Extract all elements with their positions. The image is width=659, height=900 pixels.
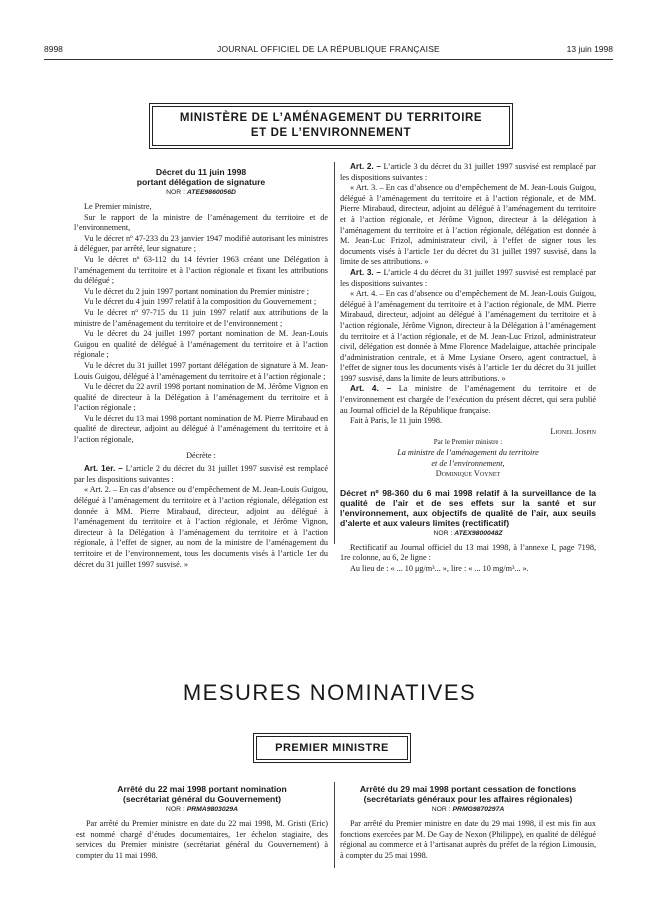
- paragraph: Vu le décret nº 97-715 du 11 juin 1997 relatif aux attributions de la ministre de l’aménagement du territoire et de l’environnement ;: [74, 307, 328, 328]
- article-text: L’article 2 du décret du 31 juillet 1997 susvisé est remplacé par les dispositions suivantes :: [74, 464, 329, 484]
- decret1-title-line2: portant délégation de signature: [136, 177, 266, 187]
- fait-a-paris: Fait à Paris, le 11 juin 1998.: [350, 416, 443, 426]
- premier-ministre-box: PREMIER MINISTRE: [256, 736, 408, 760]
- arrete1-title-line2: (secrétariat général du Gouvernement): [122, 794, 282, 804]
- paragraph: Vu le décret du 22 avril 1998 portant nomination de M. Jérôme Vignon en qualité de directeur à la Délégation à l’aménagement du territoire et à l’action régionale ;: [74, 382, 328, 413]
- paragraph: Vu le décret du 4 juin 1997 relatif à la composition du Gouvernement ;: [84, 297, 317, 307]
- decret1-title-line1: Décret du 11 juin 1998: [155, 167, 247, 177]
- left-column: [74, 167, 328, 570]
- right-column: [340, 162, 596, 575]
- article-label: Art. 2. –: [350, 162, 381, 171]
- par-le-premier-ministre: Par le Premier ministre :: [433, 438, 503, 447]
- decret1-nor: [74, 187, 328, 198]
- paragraph: Vu le décret nº 47-233 du 23 janvier 1947 modifié autorisant les ministres à déléguer, par arrêté, leur signature ;: [74, 233, 328, 254]
- arrete1-nor: [76, 804, 328, 815]
- arrete2-column: [340, 784, 596, 861]
- paragraph: Par arrêté du Premier ministre en date du 22 mai 1998, M. Gristi (Eric) est nommé chargé d’études documentaires, 1er échelon stagiaire, des services du Premier ministre (secrétariat général du Gouvernement) à compter du 11 mai 1998.: [76, 819, 328, 860]
- arrete2-nor: [340, 804, 596, 815]
- nor-code: ATEX9800048Z: [454, 529, 503, 537]
- section-title: MESURES NOMINATIVES: [182, 680, 477, 705]
- article-2-quote: « Art. 3. – En cas d’absence ou d’empêchement de M. Jean-Louis Guigou, délégué à l’aménagement du territoire et à l’action régionale, et de MM. Pierre Mirabaud, directeur, adjoint au délégué à l’aménagement du territoire et à l’action régionale, et Jérôme Vignon, directeur à la délégation à l’aménagement du territoire et à l’action régionale, délégation est donnée à M. Jean-Luc Frizol, administrateur civil, à l’effet de signer tous les documents visés à l’article 1er du décret du 31 juillet 1997 susvisé, dans la limite de ses attributions. »: [340, 183, 596, 267]
- decret2-title: Décret nº 98-360 du 6 mai 1998 relatif à la surveillance de la qualité de l’air et de ses effets sur la santé et sur l’environnement, aux objectifs de qualité de l’air, aux seuils d’alerte et aux valeurs limites (rectificatif): [340, 487, 596, 528]
- arrete1-column: [76, 784, 328, 861]
- arrete1-title-line1: Arrêté du 22 mai 1998 portant nomination: [117, 784, 287, 794]
- nor-label: NOR :: [433, 529, 453, 537]
- paragraph: Vu le décret du 2 juin 1997 portant nomination du Premier ministre ;: [84, 286, 310, 296]
- paragraph: Vu le décret nº 63-112 du 14 février 1963 créant une Délégation à l’aménagement du territoire et à l’action régionale et fixant les attributions du délégué ;: [74, 254, 328, 286]
- ministry-box: [152, 106, 510, 146]
- paragraph: Par arrêté du Premier ministre en date du 29 mai 1998, il est mis fin aux fonctions exercées par M. De Gay de Nexon (Philippe), en qualité de délégué régional au commerce et à l’artisanat auprès du préfet de la région Limousin, à compter du 25 mai 1998.: [340, 819, 596, 860]
- decret2-nor: [340, 528, 596, 539]
- article-2: [340, 162, 596, 183]
- nor-code: ATEE9860056D: [186, 189, 236, 196]
- header-rule: [44, 59, 613, 60]
- decrete: Décrète :: [186, 450, 216, 460]
- arrete2-title-line2: (secrétariats généraux pour les affaires régionales): [363, 794, 573, 804]
- article-3: [340, 268, 596, 289]
- paragraph: Le Premier ministre,: [84, 202, 152, 211]
- page-number: 8998: [44, 44, 63, 54]
- article-text: L’article 4 du décret du 31 juillet 1997 susvisé est remplacé par les dispositions suivantes :: [340, 267, 596, 288]
- article-label: Art. 1er. –: [84, 464, 123, 474]
- nor-code: PRMG9870297A: [452, 806, 505, 813]
- paragraph: Rectificatif au Journal officiel du 13 mai 1998, à l’annexe I, page 7198, 1re colonne, au 6, 2e ligne :: [340, 542, 596, 563]
- paragraph: Vu le décret du 13 mai 1998 portant nomination de M. Pierre Mirabaud en qualité de directeur, adjoint au délégué à l’aménagement du territoire et à l’action régionale,: [74, 413, 328, 445]
- ministre-line1: La ministre de l’aménagement du territoire: [397, 448, 539, 458]
- paragraph: Au lieu de : « ... 10 μg/m³... », lire : « ... 10 mg/m³... ».: [350, 564, 529, 573]
- paragraph: Sur le rapport de la ministre de l’aménagement du territoire et de l’environnement,: [74, 212, 328, 233]
- arrete2-title-line1: Arrêté du 29 mai 1998 portant cessation de fonctions: [359, 784, 577, 794]
- signature-jospin: Lionel Jospin: [550, 426, 596, 436]
- issue-date: 13 juin 1998: [566, 44, 613, 54]
- nor-label: NOR :: [166, 189, 185, 196]
- nor-code: PRMA9803029A: [186, 806, 239, 813]
- ministry-title-line2: ET DE L’ENVIRONNEMENT: [250, 127, 412, 139]
- article-text: La ministre de l’aménagement du territoire et de l’environnement est chargée de l’exécution du présent décret, qui sera publié au Journal officiel de la République française.: [340, 384, 596, 415]
- column-divider: [334, 162, 335, 544]
- nor-label: NOR :: [165, 806, 185, 813]
- paragraph: Vu le décret du 24 juillet 1997 portant nomination de M. Jean-Louis Guigou en qualité de délégué à l’aménagement du territoire et à l’action régionale ;: [74, 329, 328, 360]
- article-3-quote: « Art. 4. – En cas d’absence ou d’empêchement de M. Jean-Louis Guigou, délégué à l’aménagement du territoire et à l’action régionale, de MM. Pierre Mirabaud, directeur, adjoint au délégué à l’aménagement du territoire et à l’action régionale, Jérôme Vignon, directeur à la Délégation à l’aménagement du territoire et à l’action régionale, et de M. Jean-Luc Frizol, administrateur civil, délégation est donnée à Mme Florence Madelaigue, attachée principale d’administration centrale, et à Mme Lysiane Orsero, agent contractuel, à l’effet de signer tous les documents visés à l’article 1er du décret du 31 juillet 1997 susvisé, dans la limite de leurs attributions. »: [340, 289, 596, 383]
- arrete2-title: [340, 784, 596, 804]
- journal-title: JOURNAL OFFICIEL DE LA RÉPUBLIQUE FRANÇAISE: [217, 44, 440, 54]
- article-label: Art. 4. –: [350, 384, 392, 394]
- column-divider: [334, 782, 335, 868]
- page-header: [44, 44, 613, 58]
- arrete1-title: [76, 784, 328, 804]
- article-text: L’article 3 du décret du 31 juillet 1997 susvisé est remplacé par les dispositions suivantes :: [340, 162, 596, 182]
- ministre-line2: et de l’environnement,: [431, 458, 505, 468]
- ministry-title-line1: MINISTÈRE DE L’AMÉNAGEMENT DU TERRITOIRE: [179, 112, 483, 124]
- article-1: [74, 464, 328, 485]
- nor-label: NOR :: [431, 806, 451, 813]
- signature-voynet: Dominique Voynet: [435, 469, 501, 479]
- article-label: Art. 3. –: [350, 267, 381, 277]
- paragraph: Vu le décret du 31 juillet 1997 portant délégation de signature à M. Jean-Louis Guigou, délégué à l’aménagement du territoire et à l’action régionale ;: [74, 360, 328, 381]
- article-4: [340, 384, 596, 416]
- decret1-title: [74, 167, 328, 187]
- article-1-quote: « Art. 2. – En cas d’absence ou d’empêchement de M. Jean-Louis Guigou, délégué à l’aménagement du territoire et à l’action régionale, délégation est donnée à MM. Pierre Mirabaud, directeur, adjoint au délégué à l’aménagement du territoire et à l’action régionale, et Jérôme Vignon, directeur à la Délégation à l’aménagement du territoire et à l’action régionale, à l’effet de signer, au nom de la ministre de l’aménagement du territoire et de l’environnement, tous les documents visés à l’article 1er du décret du 31 juillet 1997 susvisé. »: [74, 485, 328, 569]
